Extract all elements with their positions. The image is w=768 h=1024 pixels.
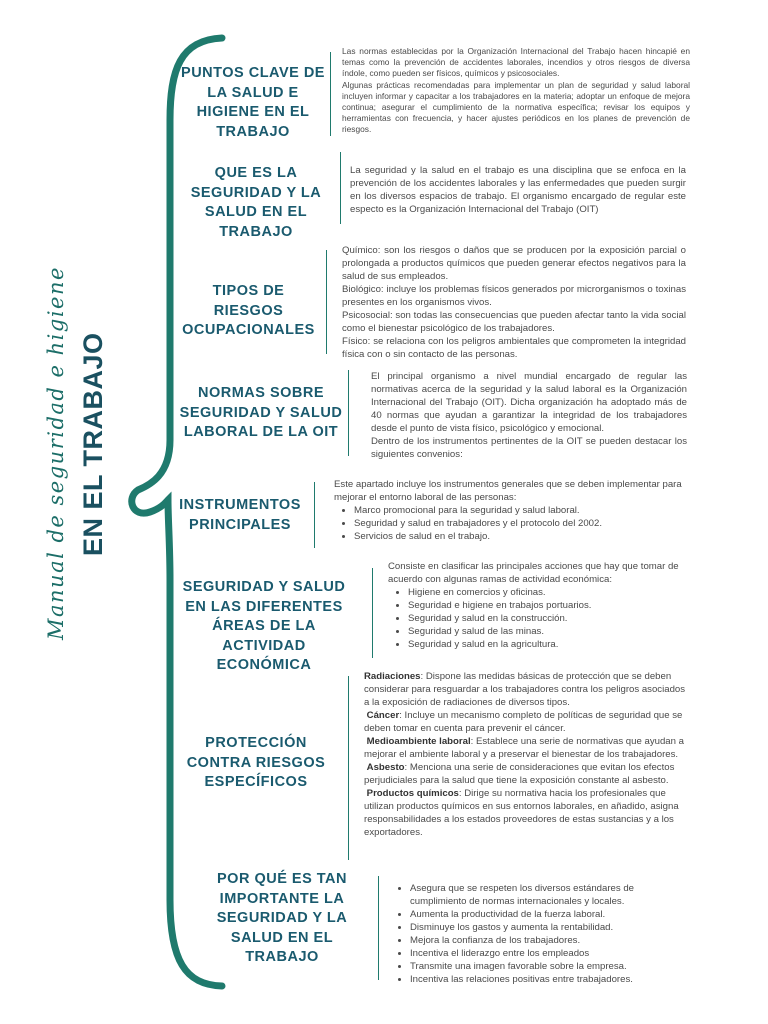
list-item: • Seguridad y salud de las minas. bbox=[408, 625, 690, 638]
list-item: • Mejora la confianza de los trabajadores. bbox=[410, 934, 686, 947]
protection-item bbox=[364, 709, 686, 735]
desc-puntos-clave bbox=[342, 46, 690, 136]
paragraph: Dentro de los instrumentos pertinentes de la OIT se pueden destacar los siguientes convenios: bbox=[371, 436, 687, 460]
bracket-2 bbox=[340, 152, 341, 224]
term: Cáncer bbox=[366, 710, 400, 721]
bracket-1 bbox=[330, 52, 331, 136]
paragraph: El principal organismo a nivel mundial encargado de regular las normativas acerca de la seguridad y la salud laboral es la Organización Internacional del Trabajo (OIT). Dicha organización ha adoptado más de 40 normas que ayudan a garantizar la integridad de los trabajadores desde el punto de vista físico, psicológico y emocional. bbox=[371, 371, 687, 434]
list-item: • Asegura que se respeten los diversos estándares de cumplimiento de normas internacionales y locales. bbox=[410, 882, 686, 908]
term: Medioambiente laboral bbox=[366, 736, 471, 747]
list-item: • Higiene en comercios y oficinas. bbox=[408, 586, 690, 599]
desc-por-que bbox=[390, 882, 686, 986]
side-subtitle: Manual de seguridad e higiene bbox=[44, 266, 68, 640]
paragraph: Químico: son los riesgos o daños que se producen por la exposición parcial o prolongada a productos químicos que pueden generar efectos negativos para la salud de sus empleados. bbox=[342, 245, 686, 282]
heading-tipos-riesgos: TIPOS DE RIESGOS OCUPACIONALES bbox=[182, 283, 315, 338]
list-item: • Seguridad y salud en trabajadores y el protocolo del 2002. bbox=[354, 517, 686, 530]
text: : Establece una serie de normativas que ayudan a mejorar el ambiente laboral y a preservar el bienestar de los trabajadores. bbox=[364, 736, 684, 760]
term: Radiaciones bbox=[364, 671, 421, 682]
desc-areas-actividad bbox=[388, 560, 690, 651]
intro: Este apartado incluye los instrumentos generales que se deben implementar para mejorar el entorno laboral de las personas: bbox=[334, 479, 682, 503]
bracket-4 bbox=[348, 370, 349, 456]
side-main-title: EN EL TRABAJO bbox=[78, 332, 108, 556]
desc-instrumentos bbox=[334, 478, 686, 543]
list-item: • Incentiva las relaciones positivas entre trabajadores. bbox=[410, 973, 686, 986]
bracket-7 bbox=[348, 676, 349, 860]
paragraph: La seguridad y la salud en el trabajo es una disciplina que se enfoca en la prevención de los accidentes laborales y las enfermedades que pueden surgir en los diversos espacios de trabajo. El organismo encargado de regular este especto es la Organización Internacional del Trabajo (OIT) bbox=[350, 165, 686, 215]
bracket-8 bbox=[378, 876, 379, 980]
bullet-list bbox=[388, 586, 690, 651]
list-item: • Seguridad e higiene en trabajos portuarios. bbox=[408, 599, 690, 612]
paragraph: Físico: se relaciona con los peligros ambientales que comprometen la integridad física con o sin contacto de las personas. bbox=[342, 336, 686, 360]
heading-instrumentos: INSTRUMENTOS PRINCIPALES bbox=[179, 497, 301, 533]
bullet-list bbox=[334, 504, 686, 543]
intro: Consiste en clasificar las principales acciones que hay que tomar de acuerdo con algunas ramas de actividad económica: bbox=[388, 561, 679, 585]
list-item: • Seguridad y salud en la construcción. bbox=[408, 612, 690, 625]
heading-normas-oit: NORMAS SOBRE SEGURIDAD Y SALUD LABORAL DE LA OIT bbox=[179, 385, 343, 440]
desc-normas-oit bbox=[371, 370, 687, 461]
text: : Incluye un mecanismo completo de políticas de seguridad que se deben tomar en cuenta para prevenir el cáncer. bbox=[364, 710, 683, 734]
desc-proteccion bbox=[364, 670, 686, 839]
bullet-list bbox=[390, 882, 686, 986]
heading-areas-actividad: SEGURIDAD Y SALUD EN LAS DIFERENTES ÁREAS DE LA ACTIVIDAD ECONÓMICA bbox=[182, 579, 346, 673]
bracket-6 bbox=[372, 568, 373, 658]
list-item: • Aumenta la productividad de la fuerza laboral. bbox=[410, 908, 686, 921]
paragraph: Algunas prácticas recomendadas para implementar un plan de seguridad y salud laboral incluyen informar y capacitar a los trabajadores en la materia; adoptar un enfoque de mejora continua; asegurar el cumplimiento de la normativa específica; revisar los equipos y herramientas con frecuencia, y hacer ajustes periódicos en los planes de prevención de riesgos. bbox=[342, 79, 690, 135]
list-item: • Marco promocional para la seguridad y salud laboral. bbox=[354, 504, 686, 517]
list-item: • Seguridad y salud en la agricultura. bbox=[408, 638, 690, 651]
text: : Dispone las medidas básicas de protección que se deben considerar para resguardar a los trabajadores contra los peligros asociados a la exposición de radiaciones de diversos tipos. bbox=[364, 671, 686, 708]
heading-que-es: QUE ES LA SEGURIDAD Y LA SALUD EN EL TRABAJO bbox=[190, 165, 322, 240]
side-title bbox=[44, 266, 108, 640]
term: Productos químicos bbox=[366, 788, 459, 799]
heading-por-que: POR QUÉ ES TAN IMPORTANTE LA SEGURIDAD Y LA SALUD EN EL TRABAJO bbox=[216, 871, 348, 965]
bracket-3 bbox=[326, 250, 327, 354]
term: Asbesto bbox=[366, 762, 405, 773]
list-item: • Servicios de salud en el trabajo. bbox=[354, 530, 686, 543]
protection-item bbox=[364, 787, 686, 839]
protection-item bbox=[364, 670, 686, 709]
paragraph: Biológico: incluye los problemas físicos generados por microrganismos o toxinas presentes en los organismos vivos. bbox=[342, 284, 686, 308]
heading-puntos-clave: PUNTOS CLAVE DE LA SALUD E HIGIENE EN EL TRABAJO bbox=[181, 65, 325, 140]
paragraph: Psicosocial: son todas las consecuencias que pueden afectar tanto la vida social como el bienestar psicológico de los trabajadores. bbox=[342, 310, 686, 334]
protection-item bbox=[364, 735, 686, 761]
list-item: • Transmite una imagen favorable sobre la empresa. bbox=[410, 960, 686, 973]
desc-tipos-riesgos bbox=[342, 244, 686, 361]
list-item: • Disminuye los gastos y aumenta la rentabilidad. bbox=[410, 921, 686, 934]
paragraph: Las normas establecidas por la Organización Internacional del Trabajo hacen hincapié en temas como la prevención de accidentes laborales, incendios y otros riesgos de diversa índole, como pueden ser físicos, químicos y psicosociales. bbox=[342, 46, 690, 79]
desc-que-es bbox=[350, 164, 686, 216]
protection-item bbox=[364, 761, 686, 787]
list-item: • Incentiva el liderazgo entre los empleados bbox=[410, 947, 686, 960]
text: : Menciona una serie de consideraciones que evitan los efectos perjudiciales para la salud que tiene la exposición constante al asbesto. bbox=[364, 762, 675, 786]
text: : Dirige su normativa hacia los profesionales que utilizan productos químicos en sus entornos laborales, en añadido, asigna responsabilidades a los estados proveedores de estas sustancias y a los exportadores. bbox=[364, 788, 679, 838]
bracket-5 bbox=[314, 482, 315, 548]
heading-proteccion: PROTECCIÓN CONTRA RIESGOS ESPECÍFICOS bbox=[186, 735, 326, 790]
